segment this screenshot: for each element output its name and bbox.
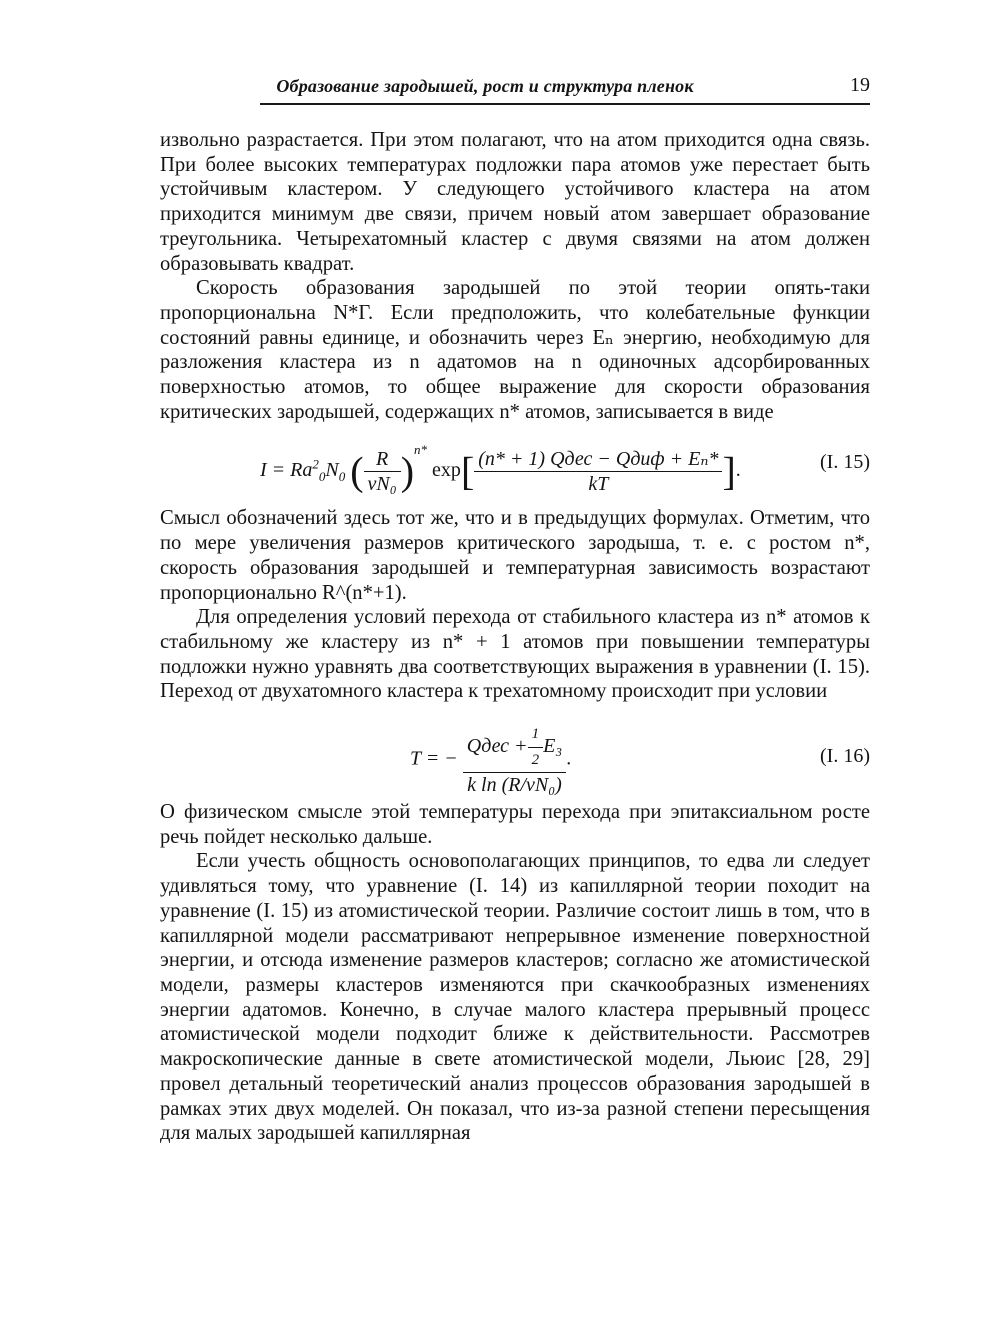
page-number: 19 xyxy=(850,74,870,96)
eq15-bracket-close: ] xyxy=(722,448,736,494)
eq15-n-sub: 0 xyxy=(338,469,346,485)
page-header xyxy=(160,70,870,104)
paragraph-5: О физическом смысле этой температуры перехода при эпитаксиальном росте речь пойдет несколько дальше. xyxy=(160,801,870,848)
eq15-frac1-exp: n* xyxy=(414,442,428,458)
eq16-half xyxy=(528,722,544,772)
equation-i15-number: (I. 15) xyxy=(820,451,870,474)
running-title: Образование зародышей, рост и структура пленок xyxy=(276,76,694,96)
eq16-num xyxy=(463,722,566,773)
eq16-half-num: 1 xyxy=(528,722,544,748)
eq15-exp: exp xyxy=(432,459,461,482)
eq15-fraction-1 xyxy=(364,447,401,497)
equation-i16 xyxy=(160,714,870,797)
header-rule xyxy=(260,103,870,105)
eq16-num-a: Qдес + xyxy=(466,734,528,757)
eq15-fraction-2 xyxy=(474,447,722,497)
paragraph-2: Скорость образования зародышей по этой теории опять-таки пропорциональна N*Г. Если предположить, что колебательные функции состояний равны единице, и обозначить через Eₙ энергию, необходимую для разложения кластера из n адатомов на n одиночных адсорбированных поверхностью атомов, то общее выражение для скорости образования критических зародышей, содержащих n* атомов, записывается в виде xyxy=(160,277,870,423)
eq15-lhs: I = Ra xyxy=(260,459,313,482)
equation-i16-body: T = − Qдес + $\frac{1}{2}$ E₃ k ln (R/νN₀) . xyxy=(410,722,571,798)
page xyxy=(160,70,870,1146)
paragraph-1: извольно разрастается. При этом полагают, что на атом приходится одна связь. При более высоких температурах подложки пара атомов уже перестает быть устойчивым кластером. У следующего устойчивого кластера на атом приходится минимум две связи, причем новый атом завершает образование треугольника. Четырехатомный кластер с двумя связями на атом должен образовывать квадрат. xyxy=(160,129,870,275)
eq16-half-den: 2 xyxy=(531,751,540,768)
eq15-frac1-num: R xyxy=(364,447,401,473)
eq15-frac2-num: (n* + 1) Qдес − Qдиф + Eₙ* xyxy=(474,447,722,473)
paragraph-6: Если учесть общность основополагающих принципов, то едва ли следует удивляться тому, что уравнение (I. 14) из капиллярной теории походит на уравнение (I. 15) из атомистической теории. Различие состоит лишь в том, что в капиллярной модели рассматривают непрерывное изменение поверхностной энергии, и отсюда изменение размеров кластеров; согласно же атомистической модели, размеры кластеров изменяются при скачкообразных изменениях энергии адатомов. Конечно, в случае малого кластера прерывный процесс атомистической модели подходит ближе к действительности. Рассмотрев макроскопические данные в свете атомистической модели, Льюис [28, 29] провел детальный теоретический анализ процессов образования зародышей в рамках этих двух моделей. Он показал, что из-за разной степени пересыщения для малых зародышей капиллярная xyxy=(160,850,870,1145)
eq16-lhs: T = − xyxy=(410,747,458,770)
paragraph-4: Для определения условий перехода от стабильного кластера из n* атомов к стабильному же кластеру из n* + 1 атомов при повышении температуры подложки нужно уравнять два соответствующих выражения в уравнении (I. 15). Переход от двухатомного кластера к трехатомному происходит при условии xyxy=(160,606,870,703)
page-body xyxy=(160,128,870,1146)
eq15-frac2-den: kT xyxy=(588,473,609,496)
eq15-n: N xyxy=(325,459,339,482)
eq15-a-sub: 0 xyxy=(318,469,326,485)
eq15-paren-close: ) xyxy=(400,448,415,494)
equation-i16-number: (I. 16) xyxy=(820,745,870,768)
eq15-frac1-den: νN₀ xyxy=(367,473,397,496)
eq15-paren-open: ( xyxy=(350,448,364,494)
equation-i15-body: $I = Ra^2_0N_0$ ( $\frac{R}{\text{νN₀}}$ )$^{n*}$ exp[ $\frac{\text{(n* + 1) Qдес − Qдиф + Eₙ*}}{kT}$ ]. xyxy=(260,442,741,496)
eq16-fraction xyxy=(463,722,566,798)
equation-i15 xyxy=(160,430,870,500)
eq15-a-sup: 2 xyxy=(312,456,319,472)
eq16-den: k ln (R/νN₀) xyxy=(467,774,562,797)
eq15-bracket-open: [ xyxy=(460,448,475,494)
eq16-num-b: E₃ xyxy=(543,734,563,757)
paragraph-3: Смысл обозначений здесь тот же, что и в предыдущих формулах. Отметим, что по мере увеличения размеров критического зародыша, т. е. с ростом n*, скорость образования зародышей и температурная зависимость возрастают пропорционально R^(n*+1). xyxy=(160,507,870,604)
